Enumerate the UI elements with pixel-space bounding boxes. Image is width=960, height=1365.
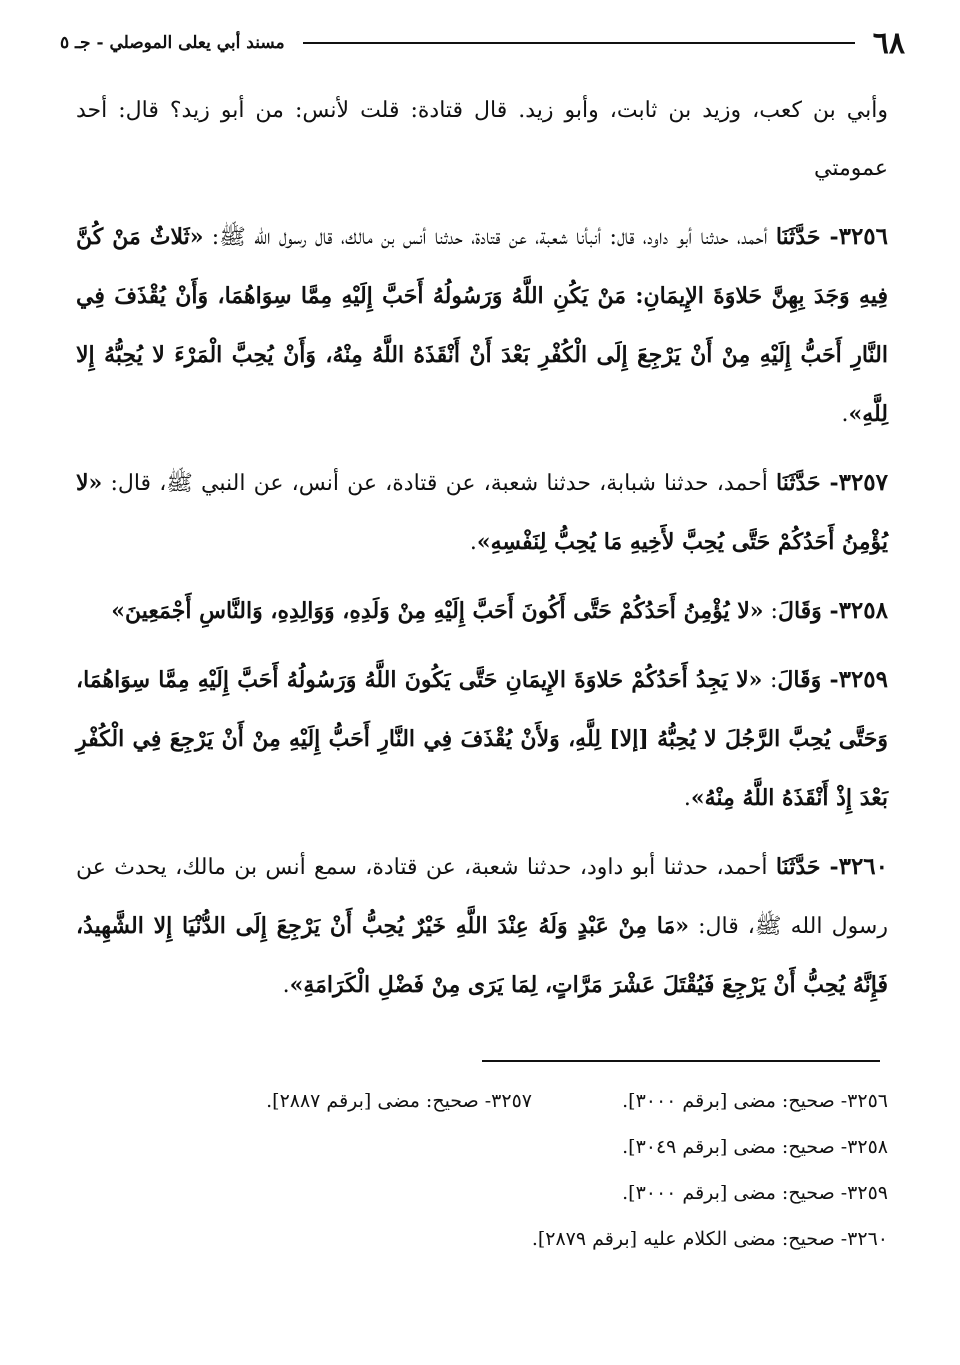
footnote-row bbox=[76, 1216, 888, 1262]
footnote-3257: ٣٢٥٧- صحيح: مضى [برقم ٢٨٨٧]. bbox=[266, 1090, 532, 1112]
hadith-number: ٣٢٥٦ bbox=[838, 223, 889, 250]
hadith-quote: «ثَلاثٌ مَنْ كُنَّ فِيهِ وَجَدَ بِهِنَّ حَلاوَةَ الإِيمَانِ: مَنْ يَكُنِ اللَّهُ وَرَسُولُهُ أَحَبَّ إِلَيْهِ مِمَّا سِوَاهُمَا، وَأَنْ يُقْذَفَ فِي النَّارِ أَحَبُّ إِلَيْهِ مِنْ أَنْ يَرْجِعَ إِلَى الْكُفْرِ بَعْدَ أَنْ أَنْقَذَهُ اللَّهُ مِنْهُ، وَأَنْ يُحِبَّ الْمَرْءَ لا يُحِبُّهُ إِلا لِلَّهِ» bbox=[76, 224, 889, 427]
running-title: مسند أبي يعلى الموصلي - جـ ٥ bbox=[60, 33, 285, 53]
hadith-tail: . bbox=[841, 402, 849, 427]
hadith-tail: . bbox=[282, 973, 290, 998]
hadith-3260 bbox=[76, 838, 888, 1015]
hadith-chain: أحمد، حدثنا أبو داود، حدثنا شعبة، عن قتادة، سمع أنس بن مالك، يحدث عن رسول الله ﷺ، قال: bbox=[76, 855, 888, 939]
hadith-quote: «مَا مِنْ عَبْدٍ وَلَهُ عِنْدَ اللَّهِ خَيْرٌ يُحِبُّ أَنْ يَرْجِعَ إِلَى الدُّنْيَا إِلا الشَّهِيدُ، فَإِنَّهُ يُحِبُّ أَنْ يَرْجِعَ فَيُقْتَلَ عَشْرَ مَرَّاتٍ، لِمَا يَرَى مِنْ فَضْلِ الْكَرَامَةِ» bbox=[76, 913, 888, 998]
hadith-number: ٣٢٥٧ bbox=[838, 469, 889, 496]
hadith-number: ٣٢٦٠ bbox=[838, 853, 889, 880]
hadith-tail: . bbox=[469, 530, 477, 555]
paragraph-text: وأبي بن كعب، وزيد بن ثابت، وأبو زيد. قال قتادة: قلت لأنس: من أبو زيد؟ قال: أحد عمومتي bbox=[76, 98, 888, 181]
hadith-lead: - حَدَّثَنَا bbox=[775, 224, 839, 250]
hadith-chain: : bbox=[763, 599, 778, 624]
hadith-lead: - وَقَالَ bbox=[777, 598, 839, 624]
footnote-row bbox=[76, 1170, 888, 1216]
hadith-quote: «لا يُؤْمِنُ أَحَدُكُمْ حَتَّى أَكُونَ أَحَبَّ إِلَيْهِ مِنْ وَلَدِهِ، وَوَالِدِهِ، وَالنَّاسِ أَجْمَعِينَ» bbox=[111, 598, 764, 624]
hadith-3259 bbox=[76, 651, 888, 828]
hadith-number: ٣٢٥٩ bbox=[838, 666, 889, 693]
page-number: ٦٨ bbox=[872, 25, 905, 61]
hadith-3256 bbox=[76, 208, 888, 444]
footnotes bbox=[76, 1078, 888, 1262]
hadith-lead: - حَدَّثَنَا bbox=[775, 854, 839, 880]
hadith-lead: - وَقَالَ bbox=[777, 667, 839, 693]
hadith-tail: . bbox=[683, 786, 691, 811]
footnote-3256: ٣٢٥٦- صحيح: مضى [برقم ٣٠٠٠]. bbox=[622, 1090, 888, 1112]
footnote-rule bbox=[482, 1060, 880, 1062]
footnote-3260: ٣٢٦٠- صحيح: مضى الكلام عليه [برقم ٢٨٧٩]. bbox=[531, 1228, 888, 1250]
hadith-chain: : bbox=[762, 668, 778, 693]
footnote-3258: ٣٢٥٨- صحيح: مضى [برقم ٣٠٤٩]. bbox=[622, 1136, 888, 1158]
hadith-number: ٣٢٥٨ bbox=[838, 597, 888, 624]
footnote-row bbox=[76, 1078, 888, 1124]
paragraph bbox=[76, 82, 888, 198]
hadith-chain: أحمد، حدثنا أبو داود، قال: أنبأنا شعبة، عن قتادة، حدثنا أنس بن مالك، قال رسول الله ﷺ: bbox=[203, 225, 776, 250]
page-header bbox=[60, 26, 905, 60]
footnote-3259: ٣٢٥٩- صحيح: مضى [برقم ٣٠٠٠]. bbox=[622, 1182, 888, 1204]
hadith-lead: - حَدَّثَنَا bbox=[776, 470, 839, 496]
footnote-row bbox=[76, 1124, 888, 1170]
body-text bbox=[76, 82, 888, 1025]
hadith-3258 bbox=[76, 582, 888, 641]
hadith-quote: «لا يُؤْمِنُ أَحَدُكُمْ حَتَّى يُحِبَّ لأَخِيهِ مَا يُحِبُّ لِنَفْسِهِ» bbox=[76, 470, 888, 555]
hadith-quote: «لا يَجِدُ أَحَدُكُمْ حَلاوَةَ الإِيمَانِ حَتَّى يَكُونَ اللَّهُ وَرَسُولُهُ أَحَبَّ إِلَيْهِ مِمَّا سِوَاهُمَا، وَحَتَّى يُحِبَّ الرَّجُلَ لا يُحِبُّهُ [إلا] لِلَّهِ، وَلأَنْ يُقْذَفَ فِي النَّارِ أَحَبُّ إِلَيْهِ مِنْ أَنْ يَرْجِعَ فِي الْكُفْرِ بَعْدَ إِذْ أَنْقَذَهُ اللَّهُ مِنْهُ» bbox=[76, 667, 888, 811]
header-rule bbox=[303, 42, 855, 44]
hadith-chain: أحمد، حدثنا شبابة، حدثنا شعبة، عن قتادة، عن أنس، عن النبي ﷺ، قال: bbox=[102, 471, 777, 496]
hadith-3257 bbox=[76, 454, 888, 572]
